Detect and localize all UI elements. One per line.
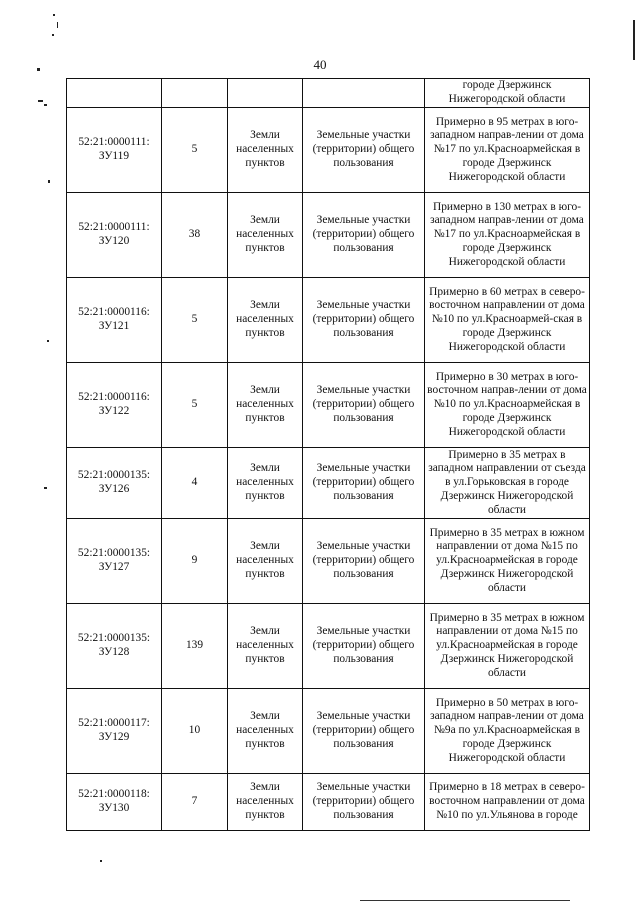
land-plots-table (66, 78, 590, 831)
area-cell: 5 (162, 278, 228, 363)
location-cell: Примерно в 30 метрах в юго-восточном направ-лении от дома №10 по ул.Красноармейская в городе Дзержинск Нижегородской области (425, 363, 590, 448)
table-row (67, 108, 590, 193)
area-cell: 10 (162, 689, 228, 774)
table-row (67, 604, 590, 689)
location-cell: Примерно в 60 метрах в северо-восточном направлении от дома №10 по ул.Красноармей-ская в городе Дзержинск Нижегородской области (425, 278, 590, 363)
cadastral-cell: 52:21:0000117: ЗУ129 (67, 689, 162, 774)
category-cell: Земли населенных пунктов (228, 604, 303, 689)
table-row (67, 448, 590, 519)
area-cell (162, 79, 228, 108)
scan-artifact (44, 104, 47, 106)
purpose-cell: Земельные участки (территории) общего пользования (303, 604, 425, 689)
cadastral-cell: 52:21:0000111: ЗУ119 (67, 108, 162, 193)
category-cell: Земли населенных пунктов (228, 108, 303, 193)
scan-artifact (44, 487, 47, 489)
category-cell: Земли населенных пунктов (228, 363, 303, 448)
purpose-cell: Земельные участки (территории) общего пользования (303, 519, 425, 604)
area-cell: 5 (162, 363, 228, 448)
area-cell: 5 (162, 108, 228, 193)
cadastral-cell: 52:21:0000135: ЗУ128 (67, 604, 162, 689)
scan-artifact (53, 14, 55, 16)
location-cell: Примерно в 35 метрах в южном направлении от дома №15 по ул.Красноармейская в городе Дзержинск Нижегородской области (425, 519, 590, 604)
purpose-cell: Земельные участки (территории) общего пользования (303, 108, 425, 193)
category-cell (228, 79, 303, 108)
table-row (67, 689, 590, 774)
purpose-cell: Земельные участки (территории) общего пользования (303, 448, 425, 519)
page-number: 40 (313, 57, 327, 72)
scan-artifact (38, 100, 43, 102)
purpose-cell: Земельные участки (территории) общего пользования (303, 774, 425, 831)
location-cell: Примерно в 18 метрах в северо-восточном направлении от дома №10 по ул.Ульянова в городе (425, 774, 590, 831)
cadastral-cell: 52:21:0000116: ЗУ121 (67, 278, 162, 363)
category-cell: Земли населенных пунктов (228, 193, 303, 278)
scan-artifact (100, 860, 102, 862)
category-cell: Земли населенных пунктов (228, 689, 303, 774)
cadastral-cell (67, 79, 162, 108)
cadastral-cell: 52:21:0000116: ЗУ122 (67, 363, 162, 448)
scan-artifact (360, 900, 570, 901)
category-cell: Земли населенных пунктов (228, 278, 303, 363)
scan-artifact (633, 20, 635, 60)
location-cell: Примерно в 35 метрах в западном направлении от съезда в ул.Горьковская в городе Дзержинск Нижегородской области (425, 448, 590, 519)
scan-artifact (48, 180, 50, 183)
location-cell: городе Дзержинск Нижегородской области (425, 79, 590, 108)
purpose-cell: Земельные участки (территории) общего пользования (303, 278, 425, 363)
purpose-cell: Земельные участки (территории) общего пользования (303, 363, 425, 448)
scan-artifact (52, 34, 54, 36)
area-cell: 139 (162, 604, 228, 689)
category-cell: Земли населенных пунктов (228, 774, 303, 831)
purpose-cell: Земельные участки (территории) общего пользования (303, 689, 425, 774)
cadastral-cell: 52:21:0000118: ЗУ130 (67, 774, 162, 831)
purpose-cell: Земельные участки (территории) общего пользования (303, 193, 425, 278)
purpose-cell (303, 79, 425, 108)
area-cell: 38 (162, 193, 228, 278)
category-cell: Земли населенных пунктов (228, 519, 303, 604)
area-cell: 4 (162, 448, 228, 519)
cadastral-cell: 52:21:0000135: ЗУ126 (67, 448, 162, 519)
table-row (67, 363, 590, 448)
category-cell: Земли населенных пунктов (228, 448, 303, 519)
location-cell: Примерно в 35 метрах в южном направлении от дома №15 по ул.Красноармейская в городе Дзержинск Нижегородской области (425, 604, 590, 689)
location-cell: Примерно в 95 метрах в юго-западном направ-лении от дома №17 по ул.Красноармейская в городе Дзержинск Нижегородской области (425, 108, 590, 193)
cadastral-cell: 52:21:0000111: ЗУ120 (67, 193, 162, 278)
location-cell: Примерно в 50 метрах в юго-западном направ-лении от дома №9а по ул.Красноармейская в городе Дзержинск Нижегородской области (425, 689, 590, 774)
location-cell: Примерно в 130 метрах в юго-западном направ-лении от дома №17 по ул.Красноармейская в городе Дзержинск Нижегородской области (425, 193, 590, 278)
table-row (67, 774, 590, 831)
table-row (67, 278, 590, 363)
scan-artifact (47, 340, 49, 342)
table-row (67, 193, 590, 278)
area-cell: 7 (162, 774, 228, 831)
scan-artifact (57, 22, 58, 28)
table-row (67, 519, 590, 604)
area-cell: 9 (162, 519, 228, 604)
cadastral-cell: 52:21:0000135: ЗУ127 (67, 519, 162, 604)
table-row-continuation (67, 79, 590, 108)
